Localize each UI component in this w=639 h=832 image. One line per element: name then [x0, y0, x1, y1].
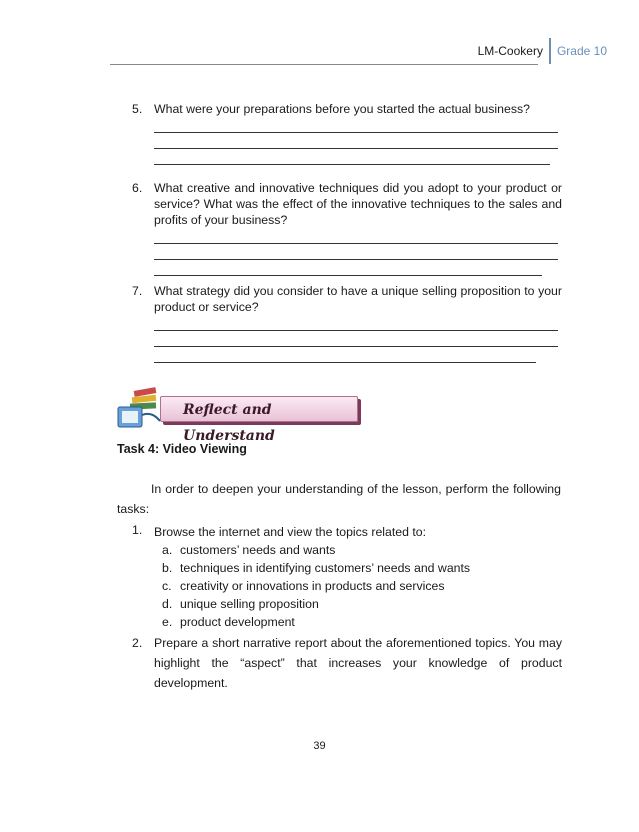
list-item: a. customers’ needs and wants	[162, 543, 336, 557]
answer-line[interactable]	[154, 133, 558, 149]
grade-label: Grade 10	[556, 44, 607, 58]
question-5	[132, 101, 562, 165]
task-title: Task 4: Video Viewing	[117, 442, 247, 456]
answer-line[interactable]	[154, 260, 542, 276]
task-item-2	[132, 633, 562, 693]
item-text: Prepare a short narrative report about the aforementioned topics. You may highlight the “aspect” that increases your knowledge of product development.	[154, 636, 562, 690]
answer-line[interactable]	[154, 149, 550, 165]
question-text: What creative and innovative techniques did you adopt to your product or service? What was the effect of the innovative techniques to the sales and profits of your business?	[154, 181, 562, 227]
item-number: 1.	[132, 523, 143, 537]
header-rule	[110, 64, 538, 65]
question-text: What were your preparations before you started the actual business?	[154, 102, 530, 116]
task-intro: In order to deepen your understanding of the lesson, perform the following tasks:	[117, 482, 561, 516]
answer-line[interactable]	[154, 228, 558, 244]
question-number: 6.	[132, 181, 143, 195]
page-number: 39	[313, 740, 326, 752]
list-item: e. product development	[162, 615, 295, 629]
answer-line[interactable]	[154, 315, 558, 331]
list-item: b. techniques in identifying customers’ needs and wants	[162, 561, 471, 575]
answer-line[interactable]	[154, 331, 558, 347]
list-item: d. unique selling proposition	[162, 597, 319, 611]
answer-line[interactable]	[154, 347, 536, 363]
item-number: 2.	[132, 636, 143, 650]
answer-line[interactable]	[154, 244, 558, 260]
question-text: What strategy did you consider to have a unique selling proposition to your product or service?	[154, 284, 562, 314]
question-6	[132, 180, 562, 276]
course-label: LM-Cookery	[477, 44, 543, 58]
question-number: 5.	[132, 102, 143, 116]
answer-line[interactable]	[154, 117, 558, 133]
question-number: 7.	[132, 284, 143, 298]
task-item-1	[132, 523, 562, 631]
reflect-banner	[112, 385, 360, 444]
item-text: Browse the internet and view the topics related to:	[154, 525, 427, 539]
list-item: c. creativity or innovations in products and services	[162, 579, 445, 593]
banner-label: Reflect and Understand	[160, 396, 358, 422]
question-7	[132, 283, 562, 363]
page-header	[478, 36, 607, 66]
